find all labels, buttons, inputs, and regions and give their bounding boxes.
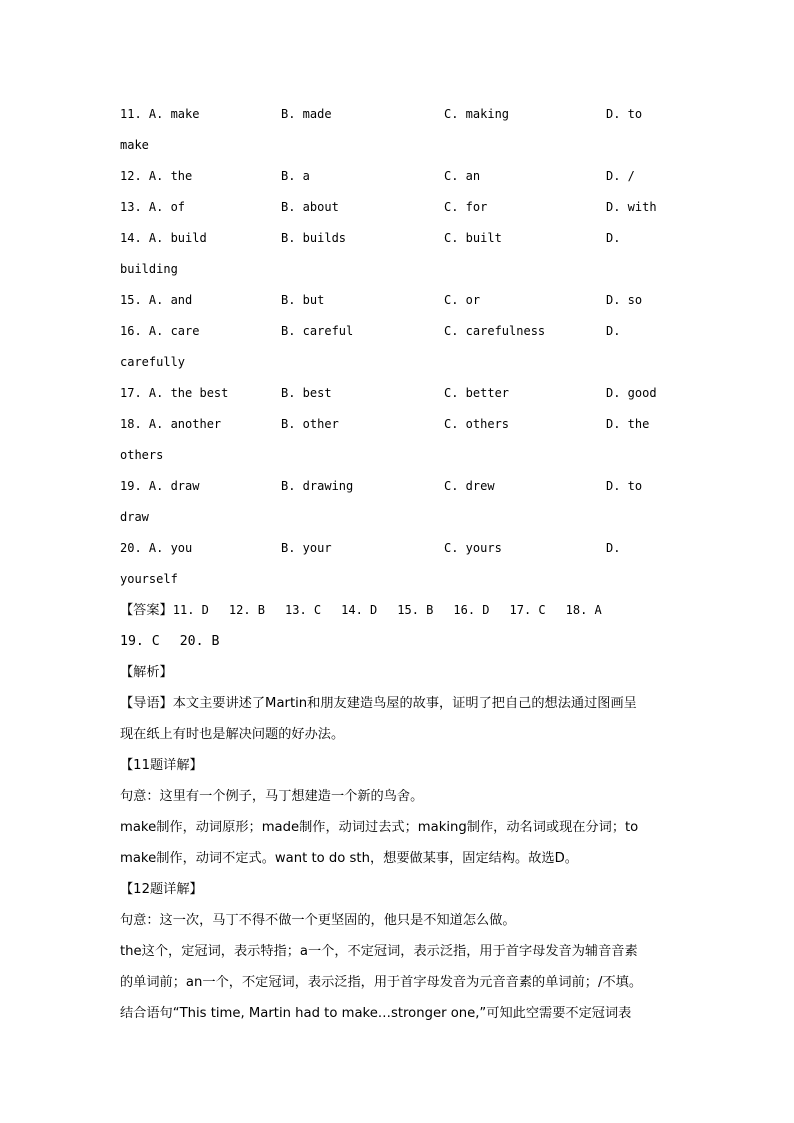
option-b: B. drawing (281, 479, 354, 493)
q12-explain-2: 的单词前；an一个，不定冠词，表示泛指，用于首字母发音为元音音素的单词前；/不填。 (120, 975, 643, 990)
option-c: C. an (444, 169, 481, 183)
option-b: B. other (281, 417, 339, 431)
option-a: 15. A. and (120, 293, 193, 307)
option-b: B. but (281, 293, 325, 307)
answer-item: 19. C (120, 634, 160, 649)
option-a: 13. A. of (120, 200, 186, 214)
option-d-continuation: others (120, 448, 164, 462)
question-row (120, 316, 680, 347)
option-d: D. (606, 231, 621, 245)
option-a: 20. A. you (120, 541, 193, 555)
answer-line-2 (120, 626, 680, 657)
option-a: 16. A. care (120, 324, 200, 338)
question-row (120, 192, 680, 223)
option-d-continuation: yourself (120, 572, 178, 586)
question-row (120, 285, 680, 316)
analysis-heading: 【解析】 (120, 665, 173, 680)
option-c: C. or (444, 293, 481, 307)
option-b: B. about (281, 200, 339, 214)
q12-heading: 【12题详解】 (120, 882, 203, 897)
question-list (120, 99, 680, 595)
option-a: 19. A. draw (120, 479, 200, 493)
option-a: 11. A. make (120, 107, 200, 121)
answer-item: 20. B (179, 634, 220, 649)
option-c: C. carefulness (444, 324, 546, 338)
answer-item: 15. B (397, 603, 434, 617)
option-d-continuation: carefully (120, 355, 186, 369)
option-c: C. making (444, 107, 510, 121)
document-page (120, 99, 680, 1029)
question-row (120, 223, 680, 254)
option-d: D. the (606, 417, 650, 431)
option-b: B. your (281, 541, 332, 555)
q11-explain-2: make制作，动词不定式。want to do sth，想要做某事，固定结构。故选D。 (120, 851, 578, 866)
q11-translation: 句意：这里有一个例子，马丁想建造一个新的鸟舍。 (120, 789, 424, 804)
answer-item: 12. B (228, 603, 265, 617)
option-c: C. for (444, 200, 488, 214)
option-c: C. built (444, 231, 502, 245)
intro-line-2: 现在纸上有时也是解决问题的好办法。 (120, 727, 345, 742)
answer-item: 14. D (341, 603, 378, 617)
option-a: 14. A. build (120, 231, 207, 245)
option-b: B. careful (281, 324, 354, 338)
q11-explain-1: make制作，动词原形；made制作，动词过去式；making制作，动名词或现在分词；to (120, 820, 639, 835)
question-row (120, 161, 680, 192)
question-row (120, 533, 680, 564)
question-row (120, 378, 680, 409)
option-d: D. (606, 541, 621, 555)
answer-item: 13. C (285, 603, 322, 617)
question-row (120, 409, 680, 440)
option-d-continuation: building (120, 262, 178, 276)
option-d-continuation: make (120, 138, 149, 152)
q12-translation: 句意：这一次，马丁不得不做一个更坚固的，他只是不知道怎么做。 (120, 913, 516, 928)
answer-label: 【答案】 (120, 603, 173, 618)
q11-heading: 【11题详解】 (120, 758, 203, 773)
option-c: C. drew (444, 479, 495, 493)
option-d: D. to (606, 479, 643, 493)
option-a: 12. A. the (120, 169, 193, 183)
option-c: C. better (444, 386, 510, 400)
answer-item: 17. C (509, 603, 546, 617)
option-c: C. yours (444, 541, 502, 555)
option-d: D. to (606, 107, 643, 121)
option-d: D. good (606, 386, 657, 400)
option-d-continuation: draw (120, 510, 149, 524)
option-b: B. best (281, 386, 332, 400)
option-b: B. a (281, 169, 310, 183)
answer-item: 18. A (565, 603, 602, 617)
option-b: B. builds (281, 231, 347, 245)
option-b: B. made (281, 107, 332, 121)
answer-item: 11. D (172, 603, 209, 617)
question-row (120, 471, 680, 502)
option-d: D. / (606, 169, 635, 183)
q12-explain-1: the这个，定冠词，表示特指；a一个，不定冠词，表示泛指，用于首字母发音为辅音音素 (120, 944, 638, 959)
question-row (120, 99, 680, 130)
option-c: C. others (444, 417, 510, 431)
option-d: D. so (606, 293, 643, 307)
option-a: 17. A. the best (120, 386, 229, 400)
answer-item: 16. D (453, 603, 490, 617)
option-a: 18. A. another (120, 417, 222, 431)
option-d: D. with (606, 200, 657, 214)
option-d: D. (606, 324, 621, 338)
answer-line-1 (120, 595, 680, 626)
q12-explain-3: 结合语句“This time, Martin had to make…stronger one,”可知此空需要不定冠词表 (120, 1006, 632, 1021)
intro-line-1: 【导语】本文主要讲述了Martin和朋友建造鸟屋的故事，证明了把自己的想法通过图画呈 (120, 696, 637, 711)
